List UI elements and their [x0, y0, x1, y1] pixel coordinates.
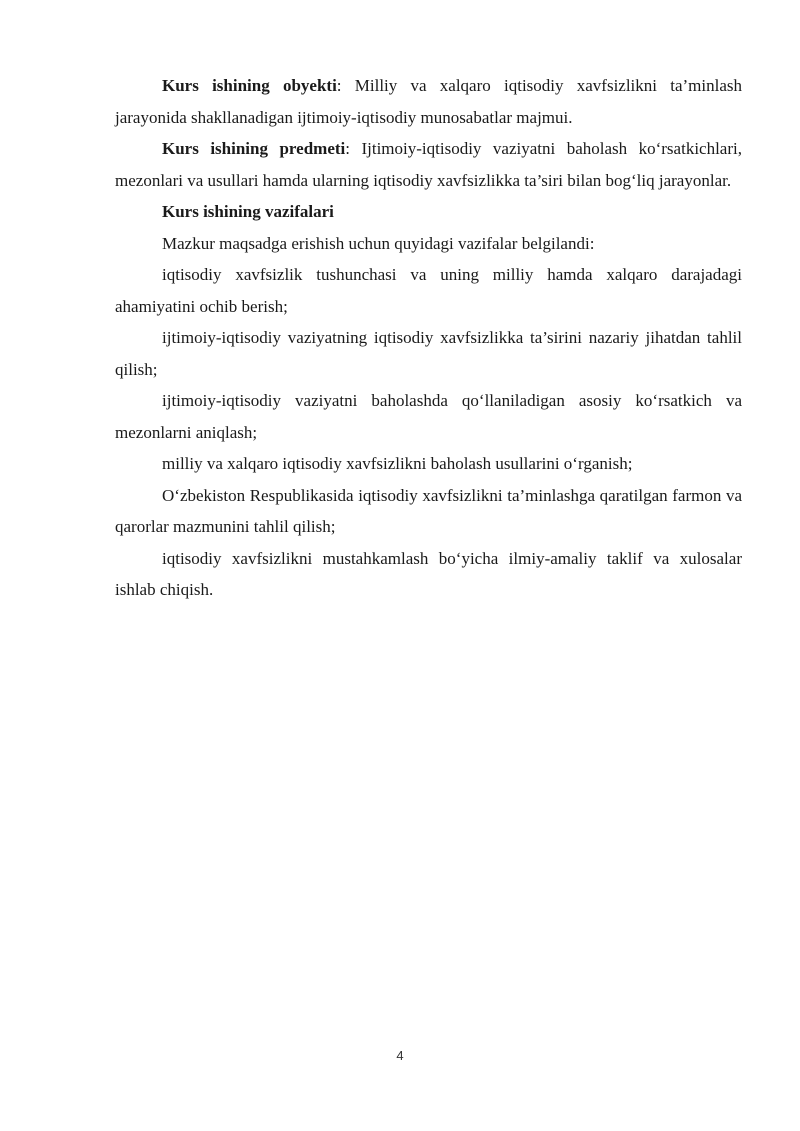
page-number: 4	[396, 1048, 404, 1063]
paragraph-object-text: Milliy va xalqaro iqtisodiy xavfsizlikni ta’minlash jarayonida shakllanadigan ijtimoiy-iqtisodiy munosabatlar majmui.	[115, 76, 742, 127]
paragraph-subject	[115, 133, 742, 196]
paragraph-intro: Mazkur maqsadga erishish uchun quyidagi vazifalar belgilandi:	[162, 233, 595, 253]
section-heading-tasks-text: Kurs ishining vazifalari	[162, 202, 334, 221]
paragraph-subject-text: Ijtimoiy-iqtisodiy vaziyatni baholash ko‘rsatkichlari, mezonlari va usullari hamda ularning iqtisodiy xavfsizlikka ta’siri bilan bog‘liq jarayonlar.	[115, 139, 742, 190]
paragraph-object-lead: Kurs ishining obyekti	[162, 76, 337, 95]
task-item-3: ijtimoiy-iqtisodiy vaziyatni baholashda qo‘llaniladigan asosiy ko‘rsatkich va mezonlarni aniqlash;	[115, 391, 742, 442]
task-item-4: milliy va xalqaro iqtisodiy xavfsizlikni baholash usullarini o‘rganish;	[162, 454, 633, 473]
task-item-6: iqtisodiy xavfsizlikni mustahkamlash bo‘yicha ilmiy-amaliy taklif va xulosalar ishlab chiqish.	[115, 548, 742, 599]
document-body	[115, 70, 742, 606]
paragraph-subject-lead: Kurs ishining predmeti	[162, 139, 346, 158]
section-heading-tasks	[115, 196, 742, 228]
task-item-1: iqtisodiy xavfsizlik tushunchasi va uning milliy hamda xalqaro darajadagi ahamiyatini ochib berish;	[115, 265, 742, 316]
task-item-5: O‘zbekiston Respublikasida iqtisodiy xavfsizlikni ta’minlashga qaratilgan farmon va qarorlar mazmunini tahlil qilish;	[115, 485, 742, 536]
task-item-2: ijtimoiy-iqtisodiy vaziyatning iqtisodiy xavfsizlikka ta’sirini nazariy jihatdan tahlil qilish;	[115, 328, 742, 379]
paragraph-subject-colon: :	[345, 139, 350, 158]
paragraph-object	[115, 70, 742, 133]
paragraph-object-colon: :	[336, 76, 342, 95]
